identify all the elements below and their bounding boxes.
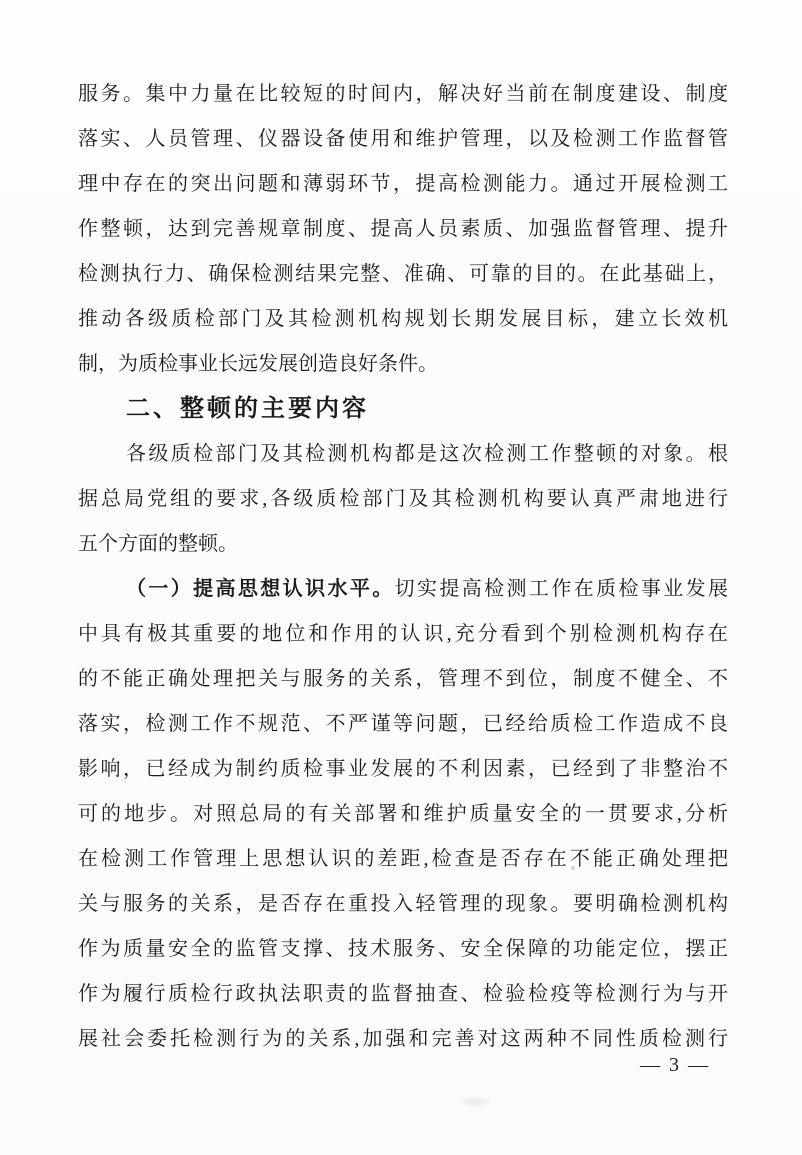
text-line: 服务。集中力量在比较短的时间内，解决好当前在制度建设、制度 <box>78 83 728 105</box>
scan-smudge <box>571 866 575 870</box>
text-line: 作为履行质检行政执法职责的监督抽查、检验检疫等检测行为与开 <box>78 983 728 1005</box>
text-line <box>78 567 728 612</box>
subsection-lead: （一）提高思想认识水平。 <box>126 578 395 600</box>
scan-smudge <box>462 1098 488 1105</box>
text-line: 作为质量安全的监管支撑、技术服务、安全保障的功能定位，摆正 <box>78 938 728 960</box>
page-body <box>78 72 728 1062</box>
text-line: 五个方面的整顿。 <box>78 533 238 555</box>
text-line: 据总局党组的要求,各级质检部门及其检测机构要认真严肃地进行 <box>78 488 728 510</box>
text-line: 的不能正确处理把关与服务的关系，管理不到位，制度不健全、不 <box>78 668 728 690</box>
text-run: 切实提高检测工作在质检事业发展 <box>394 578 729 600</box>
text-line: 推动各级质检部门及其检测机构规划长期发展目标，建立长效机 <box>78 308 728 330</box>
section-heading: 二、整顿的主要内容 <box>126 396 369 422</box>
text-line: 制，为质检事业长远发展创造良好条件。 <box>78 353 438 375</box>
text-line: 作整顿，达到完善规章制度、提高人员素质、加强监督管理、提升 <box>78 218 728 240</box>
text-line: 理中存在的突出问题和薄弱环节，提高检测能力。通过开展检测工 <box>78 173 728 195</box>
text-line: 关与服务的关系，是否存在重投入轻管理的现象。要明确检测机构 <box>78 893 728 915</box>
page-number: — 3 — <box>640 1054 710 1076</box>
text-line: 可的地步。对照总局的有关部署和维护质量安全的一贯要求,分析 <box>78 803 728 825</box>
text-line: 展社会委托检测行为的关系,加强和完善对这两种不同性质检测行 <box>78 1028 728 1050</box>
text-line: 落实、人员管理、仪器设备使用和维护管理，以及检测工作监督管 <box>78 128 728 150</box>
text-line: 中具有极其重要的地位和作用的认识,充分看到个别检测机构存在 <box>78 623 728 645</box>
text-line: 各级质检部门及其检测机构都是这次检测工作整顿的对象。根 <box>126 443 728 465</box>
text-line: 在检测工作管理上思想认识的差距,检查是否存在不能正确处理把 <box>78 848 728 870</box>
text-line: 落实，检测工作不规范、不严谨等问题，已经给质检工作造成不良 <box>78 713 728 735</box>
text-line: 影响，已经成为制约质检事业发展的不利因素，已经到了非整治不 <box>78 758 728 780</box>
text-line: 检测执行力、确保检测结果完整、准确、可靠的目的。在此基础上， <box>78 263 728 285</box>
